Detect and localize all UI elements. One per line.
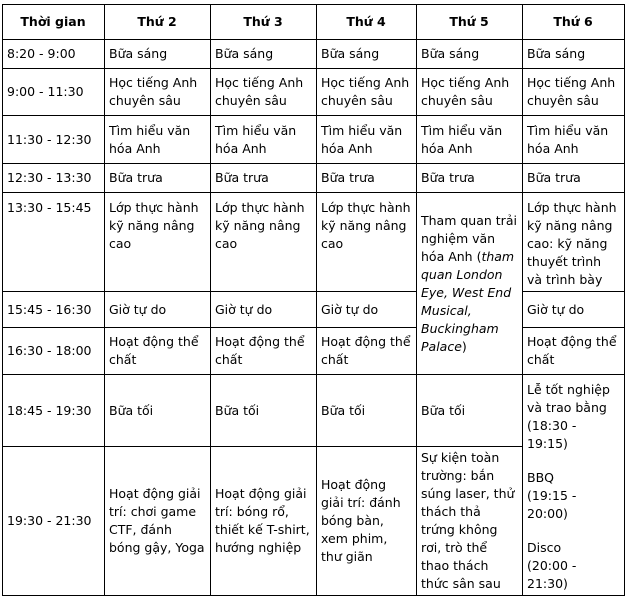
schedule-table	[2, 4, 625, 596]
table-row	[3, 328, 625, 375]
bbq-label: BBQ	[527, 470, 554, 485]
activity-cell: Học tiếng Anh chuyên sâu	[105, 69, 211, 116]
activity-cell: Bữa trưa	[211, 164, 317, 193]
activity-cell: Hoạt động thể chất	[105, 328, 211, 375]
time-cell: 16:30 - 18:00	[3, 328, 105, 375]
header-fri: Thứ 6	[523, 5, 625, 40]
time-cell: 12:30 - 13:30	[3, 164, 105, 193]
activity-cell: Hoạt động thể chất	[523, 328, 625, 375]
activity-cell: Bữa tối	[417, 375, 523, 447]
activity-cell: Hoạt động giải trí: đánh bóng bàn, xem phim, thư giãn	[317, 447, 417, 596]
tour-detail: tham quan London Eye, West End Musical, Buckingham Palace	[421, 248, 515, 354]
table-row	[3, 193, 625, 292]
header-time: Thời gian	[3, 5, 105, 40]
header-tue: Thứ 3	[211, 5, 317, 40]
activity-cell: Lớp thực hành kỹ năng nâng cao	[211, 193, 317, 292]
tour-lead: Tham quan trải nghiệm văn hóa Anh (	[421, 212, 517, 264]
activity-cell: Tìm hiểu văn hóa Anh	[105, 116, 211, 164]
thursday-tour-cell	[417, 193, 523, 375]
graduation-label: Lễ tốt nghiệp và trao bằng	[527, 382, 610, 415]
table-row	[3, 375, 625, 447]
time-cell: 9:00 - 11:30	[3, 69, 105, 116]
time-cell: 11:30 - 12:30	[3, 116, 105, 164]
activity-cell: Bữa sáng	[317, 40, 417, 69]
time-cell: 15:45 - 16:30	[3, 292, 105, 328]
activity-cell: Bữa trưa	[317, 164, 417, 193]
activity-cell: Tìm hiểu văn hóa Anh	[317, 116, 417, 164]
header-row	[3, 5, 625, 40]
activity-cell: Bữa sáng	[417, 40, 523, 69]
activity-cell: Học tiếng Anh chuyên sâu	[523, 69, 625, 116]
activity-cell: Học tiếng Anh chuyên sâu	[417, 69, 523, 116]
time-cell: 19:30 - 21:30	[3, 447, 105, 596]
activity-cell: Học tiếng Anh chuyên sâu	[211, 69, 317, 116]
table-row	[3, 292, 625, 328]
activity-cell: Tìm hiểu văn hóa Anh	[417, 116, 523, 164]
bbq-time: (19:15 - 20:00)	[527, 488, 577, 521]
activity-cell: Hoạt động giải trí: bóng rổ, thiết kế T-shirt, hướng nghiệp	[211, 447, 317, 596]
header-mon: Thứ 2	[105, 5, 211, 40]
activity-cell: Học tiếng Anh chuyên sâu	[317, 69, 417, 116]
header-thu: Thứ 5	[417, 5, 523, 40]
graduation-time: (18:30 - 19:15)	[527, 418, 577, 451]
activity-cell: Bữa trưa	[417, 164, 523, 193]
activity-cell: Bữa trưa	[105, 164, 211, 193]
table-row	[3, 164, 625, 193]
table-row	[3, 40, 625, 69]
header-wed: Thứ 4	[317, 5, 417, 40]
activity-cell: Lớp thực hành kỹ năng nâng cao	[105, 193, 211, 292]
activity-cell: Bữa sáng	[523, 40, 625, 69]
activity-cell: Giờ tự do	[105, 292, 211, 328]
table-row	[3, 116, 625, 164]
disco-label: Disco	[527, 540, 562, 555]
table-row	[3, 69, 625, 116]
disco-time: (20:00 - 21:30)	[527, 558, 577, 591]
activity-cell: Hoạt động thể chất	[211, 328, 317, 375]
activity-cell: Lớp thực hành kỹ năng nâng cao: kỹ năng thuyết trình và trình bày	[523, 193, 625, 292]
friday-evening-cell	[523, 375, 625, 596]
activity-cell: Giờ tự do	[211, 292, 317, 328]
activity-cell: Bữa tối	[211, 375, 317, 447]
time-cell: 8:20 - 9:00	[3, 40, 105, 69]
activity-cell: Tìm hiểu văn hóa Anh	[523, 116, 625, 164]
time-cell: 18:45 - 19:30	[3, 375, 105, 447]
tour-tail: )	[461, 338, 467, 354]
activity-cell: Bữa tối	[317, 375, 417, 447]
activity-cell: Hoạt động thể chất	[317, 328, 417, 375]
time-cell: 13:30 - 15:45	[3, 193, 105, 292]
activity-cell: Bữa trưa	[523, 164, 625, 193]
activity-cell: Lớp thực hành kỹ năng nâng cao	[317, 193, 417, 292]
activity-cell: Bữa sáng	[211, 40, 317, 69]
activity-cell: Sự kiện toàn trường: bắn súng laser, thử thách thả trứng không rơi, trò thể thao thách thức sân sau	[417, 447, 523, 596]
activity-cell: Tìm hiểu văn hóa Anh	[211, 116, 317, 164]
activity-cell: Hoạt động giải trí: chơi game CTF, đánh bóng gậy, Yoga	[105, 447, 211, 596]
activity-cell: Giờ tự do	[523, 292, 625, 328]
activity-cell: Bữa tối	[105, 375, 211, 447]
activity-cell: Giờ tự do	[317, 292, 417, 328]
activity-cell: Bữa sáng	[105, 40, 211, 69]
